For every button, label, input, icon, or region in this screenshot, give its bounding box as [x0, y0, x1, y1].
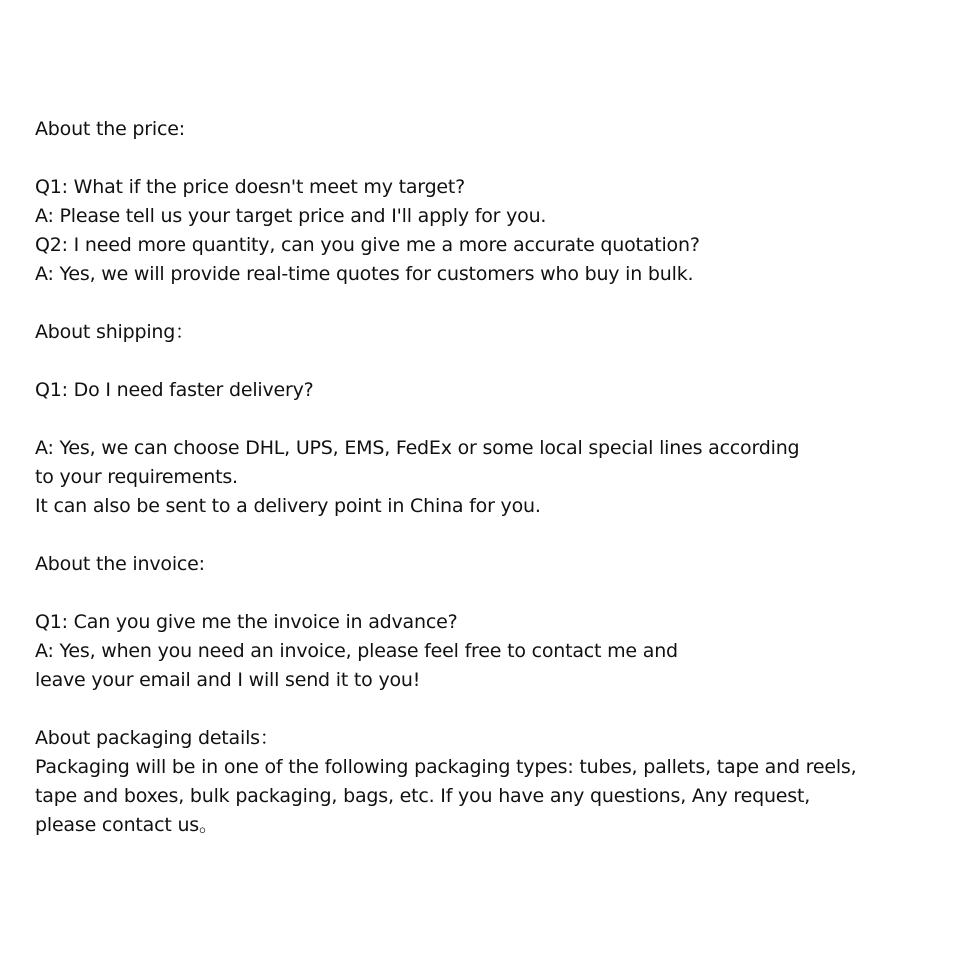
shipping-heading: About shipping： [35, 321, 194, 343]
price-answer-2: A: Yes, we will provide real-time quotes for customers who buy in bulk. [35, 263, 694, 285]
price-heading: About the price: [35, 118, 185, 140]
shipping-section [35, 318, 935, 521]
price-section [35, 115, 935, 289]
packaging-heading: About packaging details： [35, 727, 279, 749]
shipping-answer-1-line-1: A: Yes, we can choose DHL, UPS, EMS, FedEx or some local special lines according [35, 437, 800, 459]
invoice-heading: About the invoice: [35, 553, 205, 575]
shipping-answer-1-line-3: It can also be sent to a delivery point in China for you. [35, 495, 541, 517]
invoice-answer-1-line-2: leave your email and I will send it to you! [35, 669, 421, 691]
price-question-1: Q1: What if the price doesn't meet my target? [35, 176, 466, 198]
price-question-2: Q2: I need more quantity, can you give me a more accurate quotation? [35, 234, 700, 256]
faq-document [35, 115, 935, 840]
shipping-question-1: Q1: Do I need faster delivery? [35, 379, 314, 401]
shipping-answer-1-line-2: to your requirements. [35, 466, 238, 488]
packaging-line-3: please contact us。 [35, 814, 218, 836]
invoice-answer-1-line-1: A: Yes, when you need an invoice, please feel free to contact me and [35, 640, 678, 662]
packaging-line-2: tape and boxes, bulk packaging, bags, etc. If you have any questions, Any request, [35, 785, 811, 807]
invoice-question-1: Q1: Can you give me the invoice in advance? [35, 611, 458, 633]
packaging-section [35, 724, 935, 840]
invoice-section [35, 550, 935, 695]
packaging-line-1: Packaging will be in one of the following packaging types: tubes, pallets, tape and reels, [35, 756, 857, 778]
price-answer-1: A: Please tell us your target price and I'll apply for you. [35, 205, 547, 227]
